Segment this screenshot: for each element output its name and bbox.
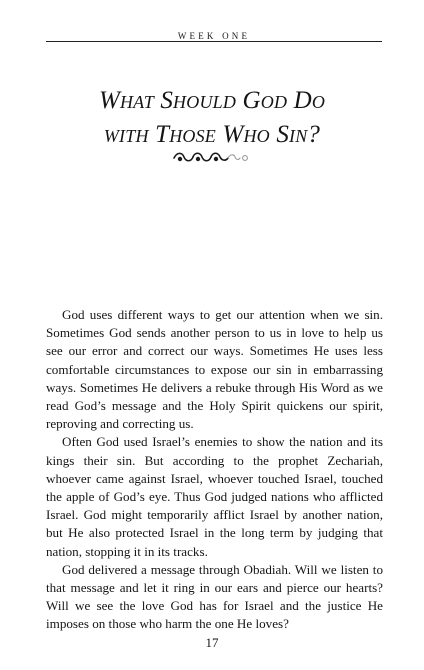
page-number: 17 [205,635,219,650]
chapter-title [40,84,384,152]
running-head-rule [46,41,382,42]
running-head [46,30,382,44]
chapter-title-line-2: with Those Who Sin? [103,121,321,148]
chapter-title-line-1: What Should God Do [98,87,326,114]
paragraph-2: Often God used Israel’s enemies to show the nation and its kings their sin. But according to the prophet Zechariah, whoever came against Israel, whoever touched Israel, touched the apple of God’s eye. Thus God judged nations who afflicted Israel. God might temporarily afflict Israel by another nation, but He also protected Israel in the long term by judging that nation, stopping it in its tracks. [46,434,383,559]
paragraph-3: God delivered a message through Obadiah. Will we listen to that message and let it ring in our ears and pierce our hearts? Will we see the love God has for Israel and the justice He imposes on those who harm the one He loves? [46,561,383,632]
running-head-label: WEEK ONE [172,32,256,41]
body-text [46,306,383,634]
floral-vine-ornament-icon [172,150,252,164]
paragraph-1: God uses different ways to get our attention when we sin. Sometimes God sends another person to us in love to help us see our error and correct our ways. Sometimes He uses less comfortable circumstances to expose our sin in embarrassing ways. Sometimes He delivers a rebuke through His Word as we read God’s message and the Holy Spirit quickens our spirit, reproving and correcting us. [46,307,383,432]
